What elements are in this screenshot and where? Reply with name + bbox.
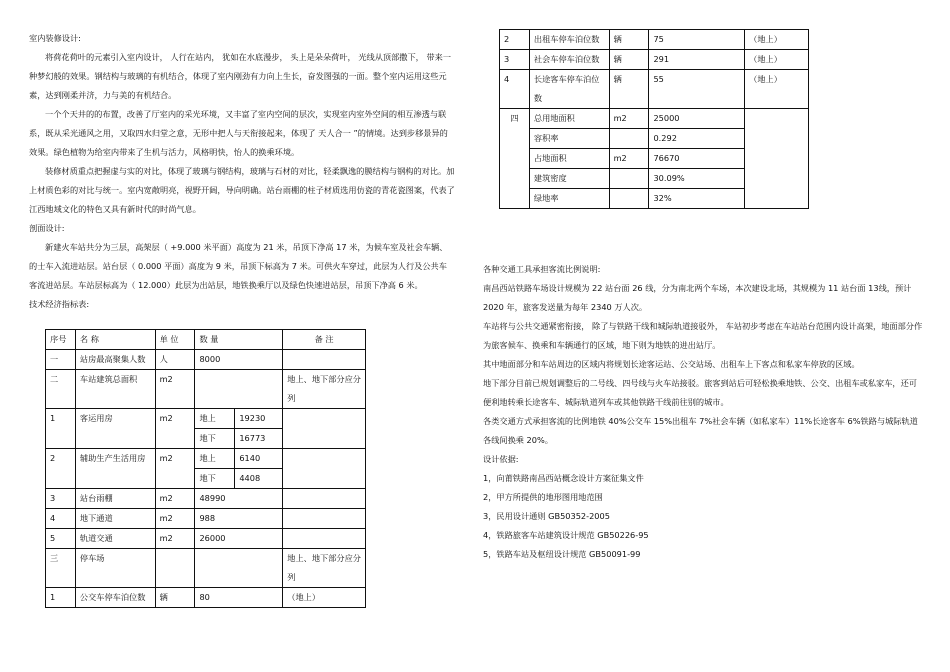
tech-indicator-table-continued [499,29,809,209]
list-item: 4，铁路旅客车站建筑设计规范 GB50226-95 [483,530,649,540]
row-name: 出租车停车泊位数 [529,30,609,50]
row-unit: m2 [155,449,195,489]
row-no: 1 [46,409,76,449]
row-no: 4 [46,509,76,529]
row-unit: 辆 [155,588,195,608]
row-name: 建筑密度 [529,169,609,189]
row-qty: 988 [195,509,283,529]
row-name: 站房最高聚集人数 [75,350,155,370]
table-row [46,509,366,529]
row-note: （地上） [745,70,809,109]
row-name: 绿地率 [529,189,609,209]
transport-para-2: 车站将与公共交通紧密衔接， 除了与铁路干线和城际轨道接驳外， 车站初步考虑在车站站台范围内设计高架，地面部分作为旅客候车、换乘和车辆通行的区域，地下则为地铁的进出站厅。 [483,321,923,350]
row-name: 停车场 [75,549,155,588]
row-note: 地上、地下部分应分列 [283,549,366,588]
row-note [283,409,366,449]
table-header-row [46,330,366,350]
transport-para-3: 其中地面部分和车站周边的区域内将规划长途客运站、公交站场、出租车上下客点和私家车停放的区域。 [483,359,860,369]
row-unit: m2 [155,509,195,529]
transport-heading: 各种交通工具承担客流比例说明: [483,264,601,274]
row-qty: 25000 [649,109,745,129]
row-note [283,529,366,549]
row-name: 客运用房 [75,409,155,449]
row-qty: 26000 [195,529,283,549]
row-unit: m2 [609,109,649,129]
transport-para-1: 南昌西站铁路车场设计规模为 22 站台面 26 线，分为南北两个车场，本次建设北场，其规模为 11 站台面 13线，预计 2020 年，旅客发送量为每年 2340 万人次。 [483,283,912,312]
row-note: （地上） [745,50,809,70]
sub-label: 地上 [195,409,235,429]
row-name: 占地面积 [529,149,609,169]
row-unit [155,549,195,588]
row-no: 2 [500,30,530,50]
section-para: 新建火车站共分为三层，高架层（ +9.000 米平面）高度为 21 米，吊顶下净高 17 米，为候车室及社会车辆、的士车入流进站层。站台层（ 0.000 平面）高度为 9 米，吊顶下标高为 7 米。可供火车穿过，此层为人行及公共车客流进站层。车站层标高为（ 12.000）此层为出站层，地铁换乘厅以及绿色快速进站层，吊顶下净高 6 米。 [29,242,448,290]
table-row [46,449,366,469]
table-row [46,529,366,549]
row-unit: m2 [155,409,195,449]
row-qty: 76670 [649,149,745,169]
row-note: 地上、地下部分应分列 [283,370,366,409]
row-note [283,449,366,489]
row-qty: 291 [649,50,745,70]
list-item: 1，向莆铁路南昌西站概念设计方案征集文件 [483,473,644,483]
row-no: 三 [46,549,76,588]
row-note [283,350,366,370]
row-qty: 32% [649,189,745,209]
header-cell: 名 称 [75,330,155,350]
row-name: 容积率 [529,129,609,149]
table-row [500,70,809,109]
header-cell: 单 位 [155,330,195,350]
row-name: 社会车停车泊位数 [529,50,609,70]
interior-para-1: 将荷花荷叶的元素引入室内设计， 人行在站内， 犹如在水底漫步， 头上是朵朵荷叶， 光线从顶部撒下， 带来一种梦幻般的效果。钢结构与玻璃的有机结合，体现了室内刚劲有力向上生长，奋发图强的一面。整个室内运用这些元素，达到刚柔并济，力与美的有机结合。 [29,52,452,100]
row-note: （地上） [745,30,809,50]
row-qty: 0.292 [649,129,745,149]
interior-para-3: 装修材质重点把握虚与实的对比，体现了玻璃与钢结构，玻璃与石材的对比，轻柔飘逸的膜结构与钢构的对比。加上材质色彩的对比与统一。室内宽敞明亮，视野开阔，导向明确。站台雨棚的柱子材质选用仿瓷的青花瓷图案，代表了江西地域文化的特色又具有新时代的时尚气息。 [29,166,455,214]
row-unit [609,189,649,209]
sub-value: 4408 [235,469,283,489]
row-qty: 55 [649,70,745,109]
sub-value: 19230 [235,409,283,429]
basis-list [483,469,923,564]
table-row [500,30,809,50]
row-no: 5 [46,529,76,549]
table-row [46,409,366,429]
row-name: 站台雨棚 [75,489,155,509]
header-cell: 数 量 [195,330,283,350]
row-unit: m2 [155,489,195,509]
row-no: 四 [500,109,530,209]
row-name: 公交车停车泊位数 [75,588,155,608]
sub-label: 地上 [195,449,235,469]
row-unit [609,129,649,149]
row-unit: m2 [609,149,649,169]
tech-indicator-table [45,329,366,608]
left-column [29,29,455,314]
basis-heading: 设计依据: [483,454,519,464]
row-no: 4 [500,70,530,109]
row-no: 2 [46,449,76,489]
row-name: 总用地面积 [529,109,609,129]
row-unit: 人 [155,350,195,370]
row-unit: 辆 [609,50,649,70]
right-column [483,260,923,564]
row-no: 二 [46,370,76,409]
table-row [46,489,366,509]
section-heading: 剖面设计: [29,223,65,233]
sub-label: 地下 [195,469,235,489]
table-row [500,50,809,70]
row-name: 地下通道 [75,509,155,529]
sub-value: 16773 [235,429,283,449]
row-qty: 80 [195,588,283,608]
table-row [46,370,366,409]
row-note [745,109,809,209]
row-unit: m2 [155,529,195,549]
sub-value: 6140 [235,449,283,469]
header-cell: 序号 [46,330,76,350]
row-qty: 48990 [195,489,283,509]
list-item: 2，甲方所提供的地形图用地范围 [483,492,603,502]
list-item: 5，铁路车站及枢纽设计规范 GB50091-99 [483,549,641,559]
sub-label: 地下 [195,429,235,449]
table-row [500,109,809,129]
row-name: 长途客车停车泊位数 [529,70,609,109]
row-no: 3 [500,50,530,70]
row-qty: 75 [649,30,745,50]
row-unit: m2 [155,370,195,409]
row-qty: 8000 [195,350,283,370]
row-unit: 辆 [609,30,649,50]
table-row [46,549,366,588]
interior-heading: 室内装修设计: [29,33,81,43]
row-no: 一 [46,350,76,370]
row-qty [195,370,283,409]
row-unit [609,169,649,189]
row-name: 轨道交通 [75,529,155,549]
row-unit: 辆 [609,70,649,109]
table-row [46,350,366,370]
row-qty: 30.09% [649,169,745,189]
row-note [283,489,366,509]
header-cell: 备 注 [283,330,366,350]
row-note [283,509,366,529]
row-qty [195,549,283,588]
row-name: 车站建筑总面积 [75,370,155,409]
table-row [46,588,366,608]
interior-para-2: 一个个天井的的布置，改善了厅室内的采光环境，又丰富了室内空间的层次，实现室内室外空间的相互渗透与联系，既从采光通风之用，又取四水归堂之意，无形中把人与天衔接起来，体现了 天人合一 ”的情境。达到步移景异的效果。绿色植物为给室内带来了生机与活力，风格明快，怡人的换乘环境。 [29,109,448,157]
row-no: 3 [46,489,76,509]
row-no: 1 [46,588,76,608]
list-item: 3，民用设计通则 GB50352-2005 [483,511,610,521]
row-name: 辅助生产生活用房 [75,449,155,489]
row-note: （地上） [283,588,366,608]
transport-para-4: 地下部分目前已规划调整后的二号线、四号线与火车站接驳。旅客到站后可轻松换乘地铁、公交、出租车或私家车，还可便利地转乘长途客车、城际轨道列车或其他铁路干线前往别的城市。 [483,378,917,407]
transport-para-5: 各类交通方式承担客流的比例地铁 40%公交车 15%出租车 7%社会车辆（如私家车）11%长途客车 6%铁路与城际轨道各线间换乘 20%。 [483,416,918,445]
table-heading: 技术经济指标表: [29,299,90,309]
